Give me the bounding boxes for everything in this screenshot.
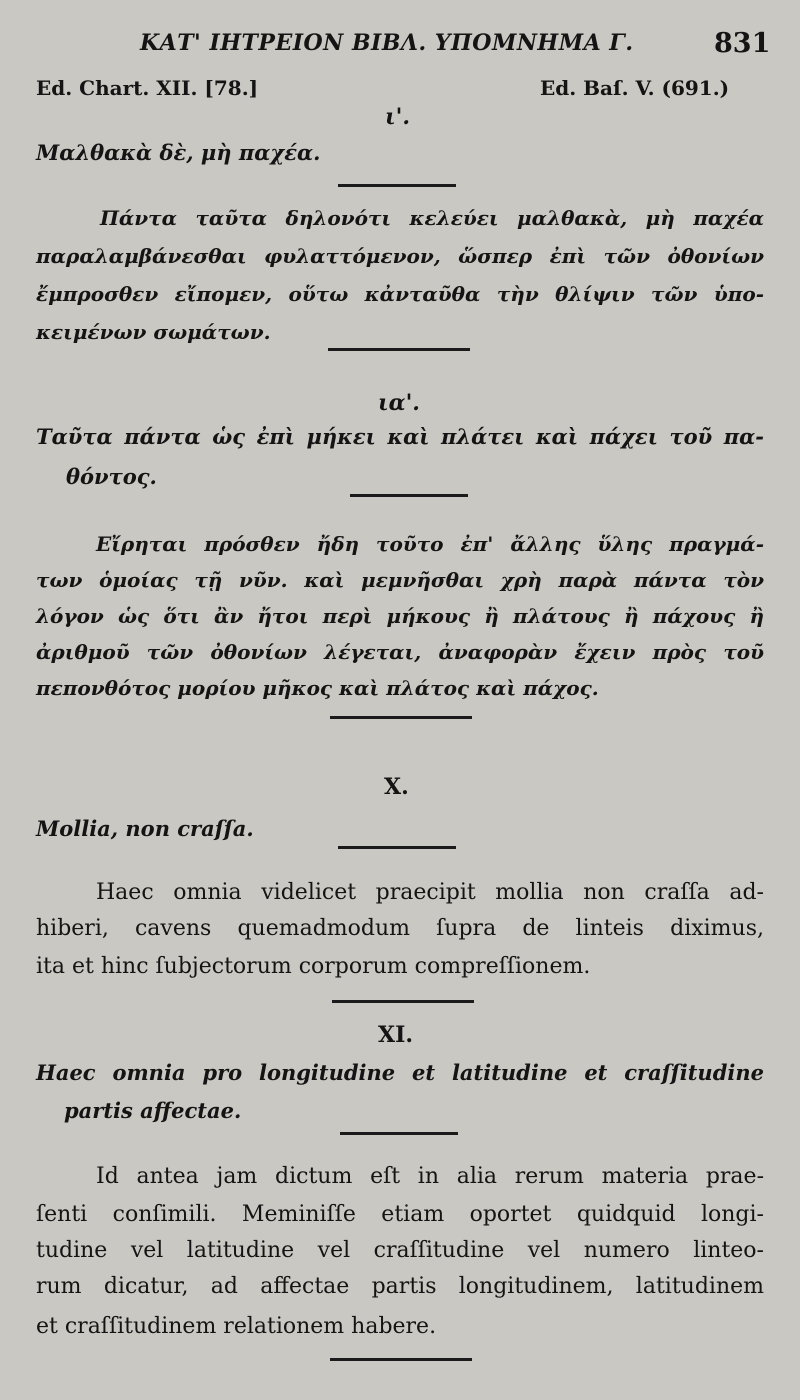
greek-commentary-line: πεπονθότος μορίου μῆκος καὶ πλάτος καὶ πάχος. [36,676,599,700]
edition-reference-right: Ed. Baſ. V. (691.) [540,76,730,100]
latin-commentary-line: Id antea jam dictum eſt in alia rerum materia prae- [96,1164,764,1189]
section-rule [338,184,456,187]
latin-commentary-line: rum dicatur, ad affectae partis longitudinem, latitudinem [36,1274,764,1299]
latin-section-number: X. [384,774,409,800]
running-title: ΚΑΤ' ΙΗΤΡΕΙΟΝ ΒΙΒΛ. ΥΠΟΜΝΗΜΑ Γ. [140,30,634,56]
latin-commentary-line: tudine vel latitudine vel craſſitudine vel numero linteo- [36,1238,764,1263]
greek-commentary-line: Πάντα ταῦτα δηλονότι κελεύει μαλθακὰ, μὴ παχέα [100,206,764,230]
greek-commentary-line: λόγον ὡς ὅτι ἂν ἤτοι περὶ μήκους ἢ πλάτους ἢ πάχους ἢ [36,604,764,628]
greek-commentary-line: Εἴρηται πρόσθεν ἤδη τοῦτο ἐπ' ἄλλης ὕλης πραγμά- [96,532,764,556]
latin-lemma-line: partis affectae. [64,1098,242,1123]
section-rule [338,846,456,849]
greek-commentary-line: ἀριθμοῦ τῶν ὀθονίων λέγεται, ἀναφορὰν ἔχειν πρὸς τοῦ [36,640,764,664]
section-rule [350,494,468,497]
latin-lemma-line: Haec omnia pro longitudine et latitudine et craſſitudine [36,1060,764,1085]
greek-commentary-line: παραλαμβάνεσθαι φυλαττόμενον, ὥσπερ ἐπὶ τῶν ὀθονίων [36,244,764,268]
greek-commentary-line: κειμένων σωμάτων. [36,320,271,344]
greek-lemma: Μαλθακὰ δὲ, μὴ παχέα. [36,140,321,165]
greek-section-number: ια'. [378,390,420,416]
latin-commentary-line: hiberi, cavens quemadmodum ſupra de linteis diximus, [36,916,764,941]
greek-section-number: ι'. [385,104,411,130]
latin-commentary-line: Haec omnia videlicet praecipit mollia non craſſa ad- [96,880,764,905]
section-rule [332,1000,474,1003]
page-number: 831 [714,28,771,59]
greek-commentary-line: των ὁμοίας τῇ νῦν. καὶ μεμνῆσθαι χρὴ παρὰ πάντα τὸν [36,568,764,592]
latin-commentary-line: et craſſitudinem relationem habere. [36,1314,437,1339]
latin-lemma: Mollia, non craſſa. [36,816,254,841]
greek-lemma-line: θόντος. [66,464,157,489]
latin-commentary-line: ſenti conſimili. Meminiſſe etiam oportet quidquid longi- [36,1202,764,1227]
section-rule [328,348,470,351]
latin-section-number: XI. [378,1022,414,1048]
section-rule [340,1132,458,1135]
greek-lemma-line: Ταῦτα πάντα ὡς ἐπὶ μήκει καὶ πλάτει καὶ πάχει τοῦ πα- [36,424,764,449]
section-rule [330,1358,472,1361]
edition-reference-left: Ed. Chart. XII. [78.] [36,76,259,100]
latin-commentary-line: ita et hinc ſubjectorum corporum compreſſionem. [36,954,591,979]
section-rule [330,716,472,719]
greek-commentary-line: ἔμπροσθεν εἴπομεν, οὕτω κἀνταῦθα τὴν θλίψιν τῶν ὑπο- [36,282,764,306]
